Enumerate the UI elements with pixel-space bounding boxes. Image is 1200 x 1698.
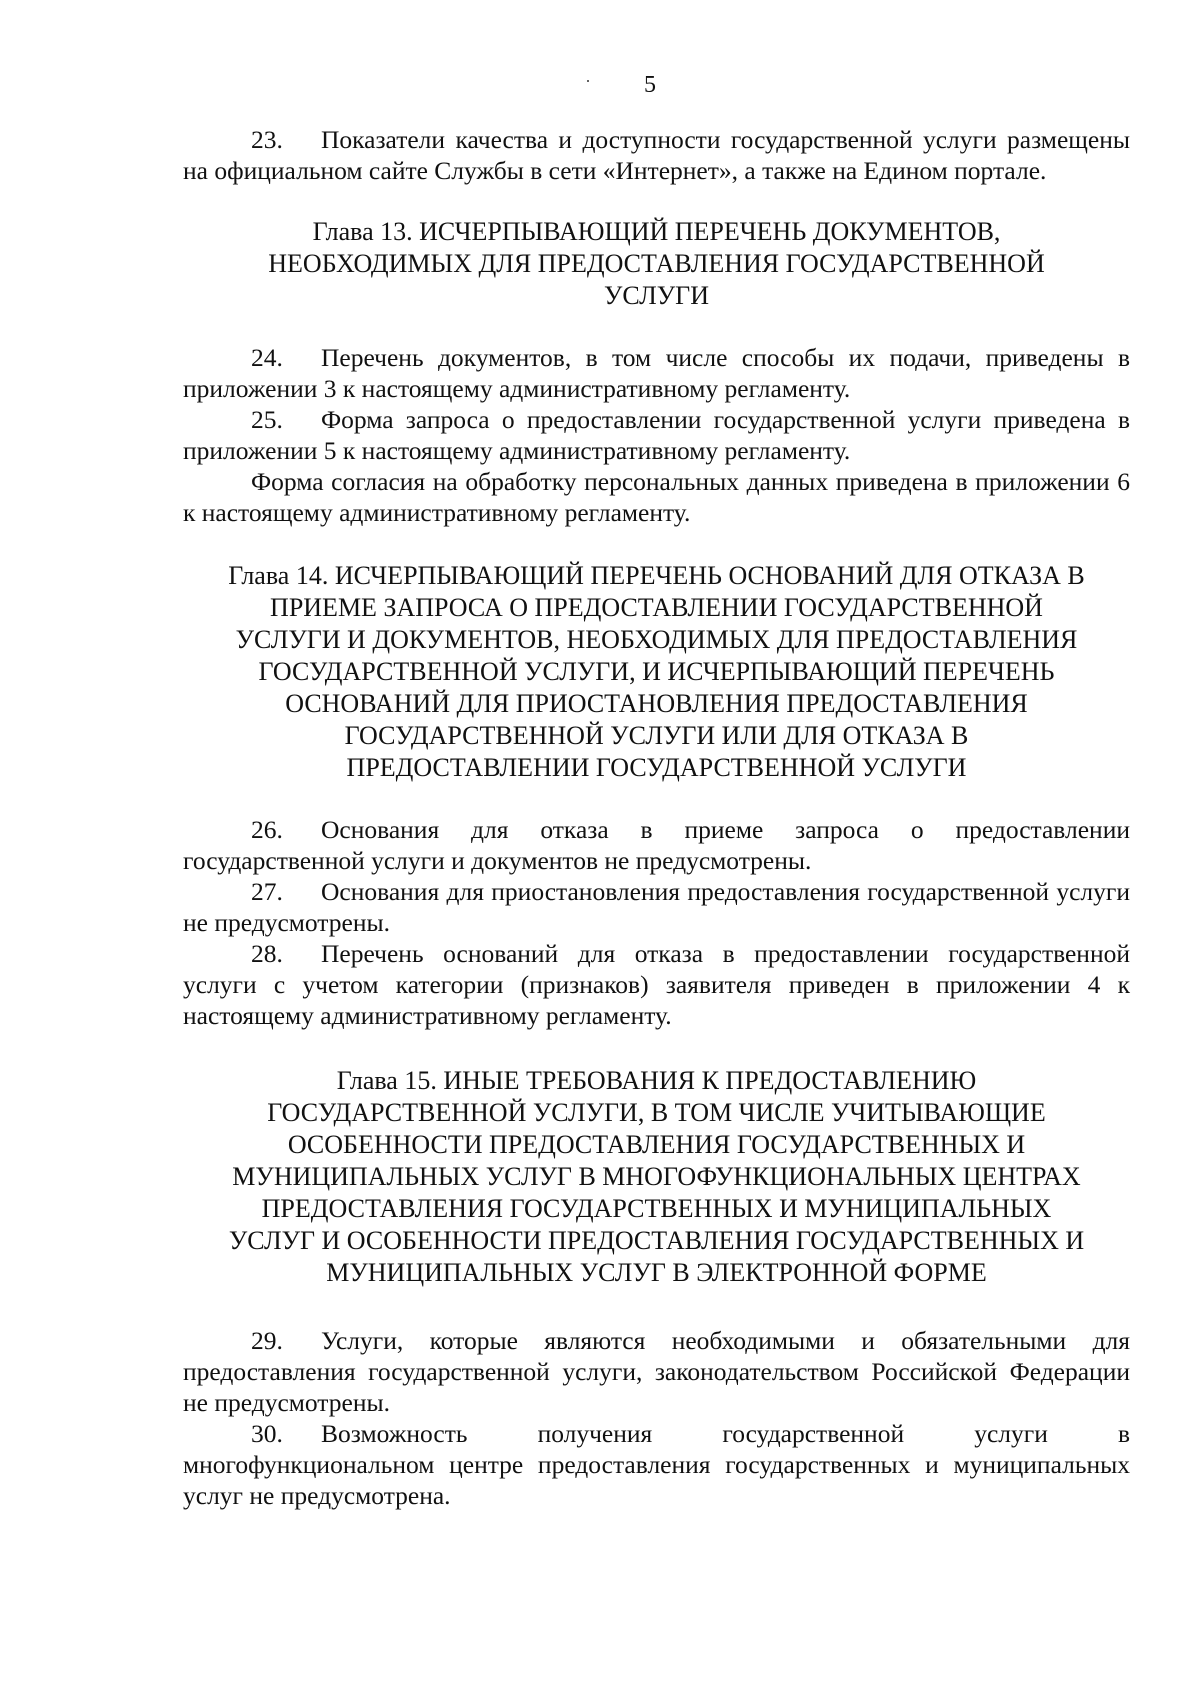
- paragraph-text: Показатели качества и доступности государственной услуги размещены на официальном сайте Службы в сети «Интернет», а также на Едином портале.: [183, 125, 1130, 185]
- paragraph-text: Перечень документов, в том числе способы их подачи, приведены в приложении 3 к настоящему административному регламенту.: [183, 343, 1130, 403]
- heading-line: НЕОБХОДИМЫХ ДЛЯ ПРЕДОСТАВЛЕНИЯ ГОСУДАРСТВЕННОЙ: [268, 249, 1045, 278]
- heading-line: УСЛУГ И ОСОБЕННОСТИ ПРЕДОСТАВЛЕНИЯ ГОСУДАРСТВЕННЫХ И: [228, 1226, 1085, 1255]
- paragraph-25-continued: [183, 466, 1130, 528]
- heading-line: ГОСУДАРСТВЕННОЙ УСЛУГИ, В ТОМ ЧИСЛЕ УЧИТЫВАЮЩИЕ: [267, 1098, 1046, 1127]
- paragraph-text: Перечень оснований для отказа в предоставлении государственной услуги с учетом категории (признаков) заявителя приведен в приложении 4 к настоящему административному регламенту.: [183, 939, 1130, 1030]
- paragraph-number: 27.: [251, 877, 283, 906]
- paragraph-number: 29.: [251, 1326, 283, 1355]
- paragraph-text: Форма запроса о предоставлении государственной услуги приведена в приложении 5 к настоящему административному регламенту.: [183, 405, 1130, 465]
- paragraph-text: Возможность получения государственной услуги в многофункциональном центре предоставления государственных и муниципальных услуг не предусмотрена.: [183, 1419, 1130, 1510]
- document-body: [183, 124, 1130, 1511]
- heading-line: ПРИЕМЕ ЗАПРОСА О ПРЕДОСТАВЛЕНИИ ГОСУДАРСТВЕННОЙ: [270, 593, 1043, 622]
- heading-line: ОСОБЕННОСТИ ПРЕДОСТАВЛЕНИЯ ГОСУДАРСТВЕННЫХ И: [287, 1130, 1026, 1159]
- paragraph-number: 24.: [251, 343, 283, 372]
- heading-line: ГОСУДАРСТВЕННОЙ УСЛУГИ ИЛИ ДЛЯ ОТКАЗА В: [344, 721, 969, 750]
- heading-line: ПРЕДОСТАВЛЕНИЯ ГОСУДАРСТВЕННЫХ И МУНИЦИПАЛЬНЫХ: [261, 1194, 1052, 1223]
- paragraph-number: 30.: [251, 1419, 283, 1448]
- heading-line: ГОСУДАРСТВЕННОЙ УСЛУГИ, И ИСЧЕРПЫВАЮЩИЙ ПЕРЕЧЕНЬ: [258, 657, 1055, 686]
- chapter-14-heading: [183, 560, 1130, 784]
- chapter-13-heading: [183, 216, 1130, 312]
- paragraph-29: [183, 1325, 1130, 1418]
- heading-line: Глава 13. ИСЧЕРПЫВАЮЩИЙ ПЕРЕЧЕНЬ ДОКУМЕНТОВ,: [312, 217, 1001, 246]
- paragraph-26: [183, 814, 1130, 876]
- heading-line: Глава 14. ИСЧЕРПЫВАЮЩИЙ ПЕРЕЧЕНЬ ОСНОВАНИЙ ДЛЯ ОТКАЗА В: [228, 561, 1085, 590]
- page-number: 5: [644, 72, 656, 98]
- paragraph-23: [183, 124, 1130, 186]
- paragraph-number: 23.: [251, 125, 283, 154]
- heading-line: УСЛУГИ И ДОКУМЕНТОВ, НЕОБХОДИМЫХ ДЛЯ ПРЕДОСТАВЛЕНИЯ: [235, 625, 1078, 654]
- heading-line: Глава 15. ИНЫЕ ТРЕБОВАНИЯ К ПРЕДОСТАВЛЕНИЮ: [336, 1066, 977, 1095]
- paragraph-text: Услуги, которые являются необходимыми и обязательными для предоставления государственной услуги, законодательством Российской Федерации не предусмотрены.: [183, 1326, 1130, 1417]
- paragraph-number: 26.: [251, 815, 283, 844]
- heading-line: ОСНОВАНИЙ ДЛЯ ПРИОСТАНОВЛЕНИЯ ПРЕДОСТАВЛЕНИЯ: [285, 689, 1028, 718]
- paragraph-text: Основания для отказа в приеме запроса о предоставлении государственной услуги и документов не предусмотрены.: [183, 815, 1130, 875]
- paragraph-27: [183, 876, 1130, 938]
- paragraph-30: [183, 1418, 1130, 1511]
- heading-line: МУНИЦИПАЛЬНЫХ УСЛУГ В ЭЛЕКТРОННОЙ ФОРМЕ: [326, 1258, 987, 1287]
- paragraph-number: 25.: [251, 405, 283, 434]
- chapter-15-heading: [183, 1065, 1130, 1289]
- paragraph-25: [183, 404, 1130, 466]
- paragraph-28: [183, 938, 1130, 1031]
- heading-line: ПРЕДОСТАВЛЕНИИ ГОСУДАРСТВЕННОЙ УСЛУГИ: [346, 753, 967, 782]
- paragraph-24: [183, 342, 1130, 404]
- paragraph-number: 28.: [251, 939, 283, 968]
- heading-line: МУНИЦИПАЛЬНЫХ УСЛУГ В МНОГОФУНКЦИОНАЛЬНЫХ ЦЕНТРАХ: [232, 1162, 1081, 1191]
- paragraph-text: Основания для приостановления предоставления государственной услуги не предусмотрены.: [183, 877, 1130, 937]
- heading-line: УСЛУГИ: [604, 281, 709, 310]
- paragraph-text: Форма согласия на обработку персональных данных приведена в приложении 6 к настоящему административному регламенту.: [183, 467, 1130, 527]
